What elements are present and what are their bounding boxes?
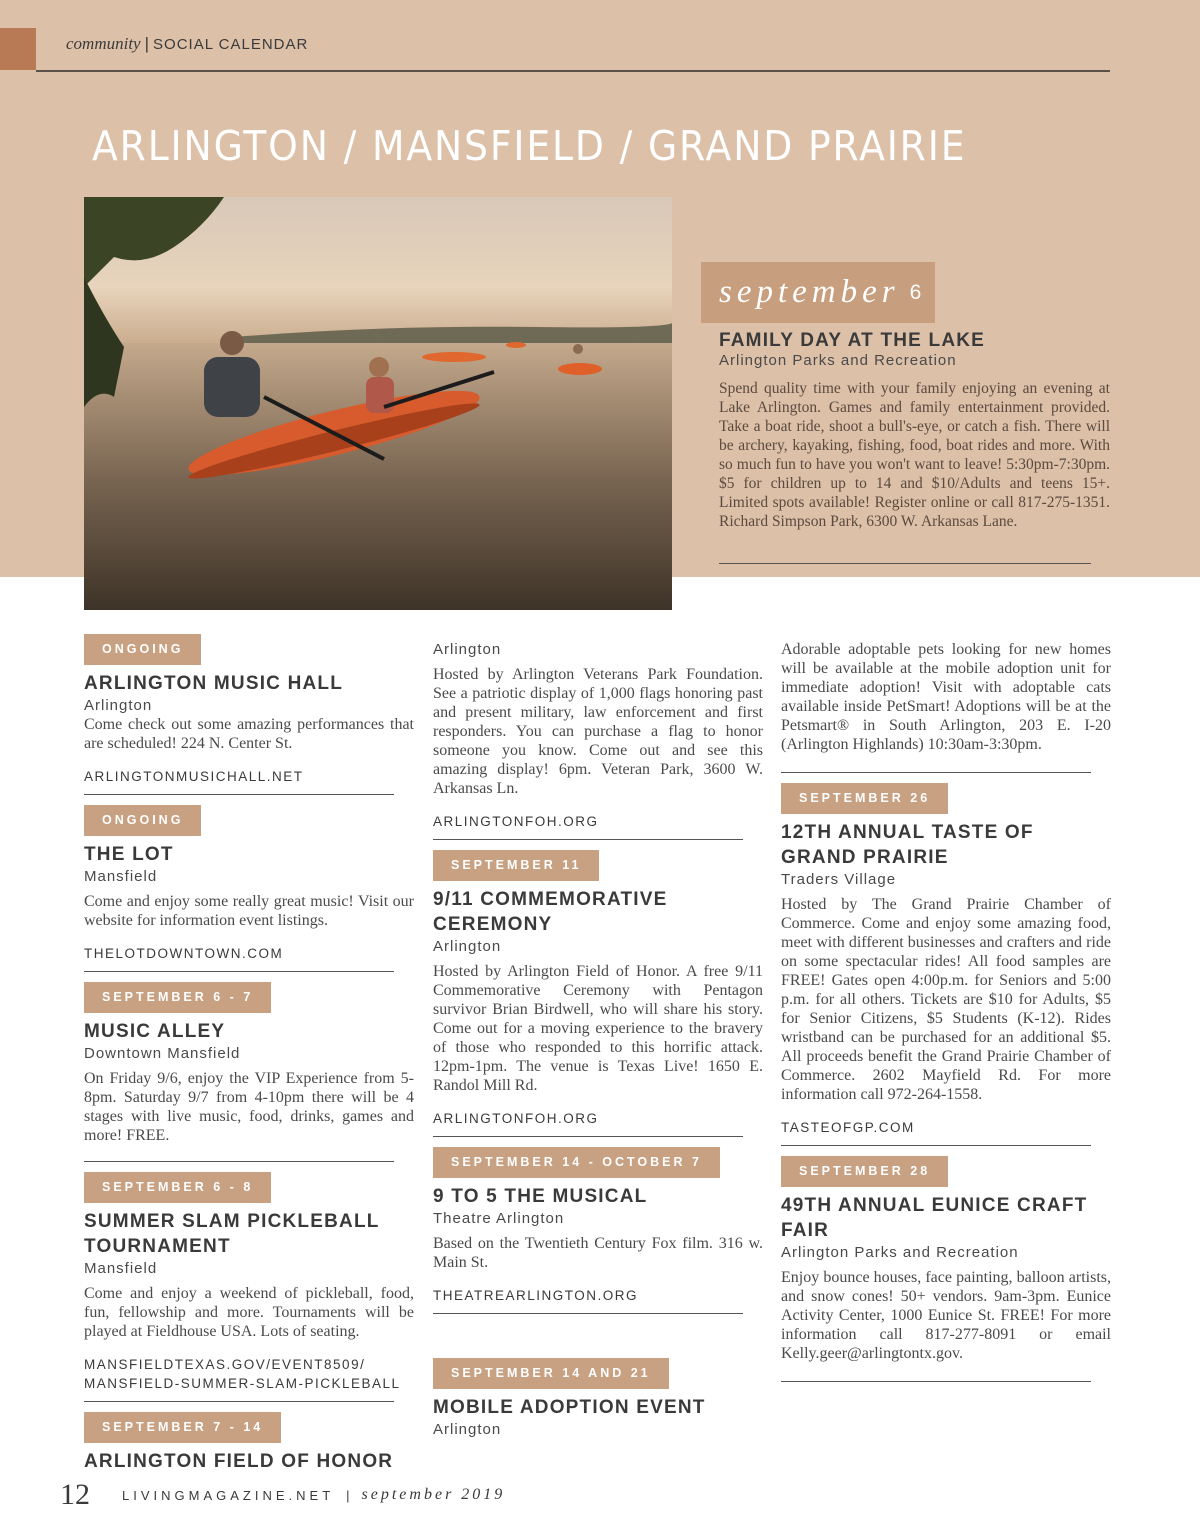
event-venue: Arlington Parks and Recreation [781,1244,1019,1261]
event-venue: Arlington [433,938,502,955]
corner-tab [0,28,36,70]
event-description: Hosted by The Grand Prairie Chamber of Commerce. Come and enjoy some amazing food, meet with different businesses and crafters and ride on some spectacular rides! All food samples are FREE! Gates open 4:00p.m. for Seniors and 5:00 p.m. for all others. Tickets are $10 for Adults, $5 for Senior Citizens, $5 Students (K-12). Rides wristband can be purchased for an additional $5. All proceeds benefit the Grand Prairie Chamber of Commerce. 2602 Mayfield Rd. For more information call 972-264-1558. [781,896,1111,1103]
event-url[interactable]: ARLINGTONFOH.ORG [433,1111,599,1126]
event-title: SUMMER SLAM PICKLEBALL TOURNAMENT [84,1211,380,1257]
event-divider [433,1136,743,1137]
header-separator: | [144,34,150,53]
section-header [66,34,308,54]
event-description: Come and enjoy some really great music! Visit our website for information event listings. [84,893,414,929]
event-venue: Arlington [84,697,153,714]
issue-date: september 2019 [361,1486,506,1503]
event-url[interactable]: ARLINGTONMUSICHALL.NET [84,769,304,784]
kayak-photo [84,197,672,610]
event-divider [781,1145,1091,1146]
event-url[interactable]: ARLINGTONFOH.ORG [433,814,599,829]
page-title: ARLINGTON / MANSFIELD / GRAND PRAIRIE [92,122,967,170]
feature-event [719,330,1110,531]
event-title: ARLINGTON MUSIC HALL [84,673,344,694]
event-venue: Arlington [433,1421,502,1438]
event-description: Based on the Twentieth Century Fox film. 316 w. Main St. [433,1235,763,1271]
event-description: Come and enjoy a weekend of pickleball, food, fun, fellowship and more. Tournaments will be played at Fieldhouse USA. Lots of seating. [84,1285,414,1340]
page-number: 12 [60,1478,90,1511]
event-the-lot [84,805,414,972]
event-title: ARLINGTON FIELD OF HONOR [84,1451,394,1472]
site-name[interactable]: LIVINGMAGAZINE.NET [122,1487,335,1503]
event-divider [84,1401,394,1402]
event-summer-slam [84,1172,414,1402]
event-music-alley [84,982,414,1162]
feature-rule [719,563,1091,564]
event-description: Adorable adoptable pets looking for new homes will be available at the mobile adoption unit for immediate adoption! Visit with adoptable cats available inside PetSmart! Adoptions will be at the Petsmart® in South Arlington, 203 E. I-20 (Arlington Highlands) 10:30am-3:30pm. [781,641,1111,753]
event-911-ceremony [433,850,763,1137]
section-name: community [66,34,141,53]
event-title: 9 TO 5 THE MUSICAL [433,1186,648,1207]
event-title: 49TH ANNUAL EUNICE CRAFT FAIR [781,1195,1088,1241]
event-date-tag: SEPTEMBER 14 AND 21 [433,1358,669,1389]
event-venue: Mansfield [84,1260,158,1277]
events-column-1 [84,634,414,1474]
event-9-to-5 [433,1147,763,1314]
feature-title: FAMILY DAY AT THE LAKE [719,330,986,351]
event-title: 9/11 COMMEMORATIVE CEREMONY [433,889,668,935]
event-divider [781,1381,1091,1382]
event-date-tag: SEPTEMBER 11 [433,850,599,881]
feature-month: september [719,274,900,310]
event-title: MOBILE ADOPTION EVENT [433,1397,706,1418]
event-venue: Arlington [433,641,502,658]
event-divider [781,772,1091,773]
page-footer [60,1478,505,1512]
events-column-2 [433,634,763,1439]
event-title: THE LOT [84,844,174,865]
feature-description: Spend quality time with your family enjoying an evening at Lake Arlington. Games and family entertainment provided. Take a boat ride, shoot a bull's-eye, or catch a fish. There will be archery, kayaking, fishing, food, boat rides and more. With so much fun to have you won't want to leave! 5:30pm-7:30pm. $5 for children up to 14 and $10/Adults and teens 15+. Limited spots available! Register online or call 817-275-1351. Richard Simpson Park, 6300 W. Arkansas Lane. [719,380,1110,530]
feature-venue: Arlington Parks and Recreation [719,352,957,369]
event-title: 12TH ANNUAL TASTE OF GRAND PRAIRIE [781,822,1034,868]
event-description: Hosted by Arlington Field of Honor. A free 9/11 Commemorative Ceremony with Pentagon survivor Brian Birdwell, who will share his story. Come out for a moving experience to the bravery of those who responded to this horrific attack. 12pm-1pm. The venue is Texas Live! 1650 E. Randol Mill Rd. [433,963,763,1094]
event-divider [84,1161,394,1162]
event-divider [84,794,394,795]
event-field-of-honor-cont [433,640,763,840]
event-date-tag: ONGOING [84,634,201,665]
event-date-tag: SEPTEMBER 7 - 14 [84,1412,281,1443]
event-title: MUSIC ALLEY [84,1021,226,1042]
calendar-label: SOCIAL CALENDAR [153,36,309,53]
event-venue: Mansfield [84,868,158,885]
feature-date-tag [701,262,935,323]
header-rule [36,70,1110,72]
event-description: On Friday 9/6, enjoy the VIP Experience from 5-8pm. Saturday 9/7 from 4-10pm there will be 4 stages with live music, food, drinks, games and more! FREE. [84,1070,414,1144]
event-divider [433,1313,743,1314]
event-date-tag: SEPTEMBER 28 [781,1156,948,1187]
event-date-tag: SEPTEMBER 6 - 7 [84,982,271,1013]
event-date-tag: SEPTEMBER 26 [781,783,948,814]
event-date-tag: SEPTEMBER 6 - 8 [84,1172,271,1203]
event-field-of-honor [84,1412,414,1474]
event-venue: Theatre Arlington [433,1210,565,1227]
event-divider [433,839,743,840]
event-arlington-music-hall [84,634,414,795]
event-url[interactable]: MANSFIELDTEXAS.GOV/EVENT8509/ MANSFIELD-SUMMER-SLAM-PICKLEBALL [84,1357,401,1391]
event-date-tag: SEPTEMBER 14 - OCTOBER 7 [433,1147,720,1178]
event-description: Hosted by Arlington Veterans Park Foundation. See a patriotic display of 1,000 flags honoring past and present military, law enforcement and first responders. You can purchase a flag to honor someone you know. Come out and see this amazing display! 6pm. Veteran Park, 3600 W. Arkansas Ln. [433,666,763,797]
event-url[interactable]: THEATREARLINGTON.ORG [433,1288,639,1303]
event-divider [84,971,394,972]
event-taste-of-gp [781,783,1111,1146]
event-venue: Traders Village [781,871,897,888]
feature-day: 6 [909,280,922,304]
event-venue: Downtown Mansfield [84,1045,241,1062]
footer-separator: | [346,1487,350,1503]
events-column-3 [781,634,1111,1382]
event-mobile-adoption-cont [781,640,1111,773]
event-description: Enjoy bounce houses, face painting, balloon artists, and snow cones! 50+ vendors. 9am-3pm. Eunice Activity Center, 1000 Eunice St. FREE! For more information call 817-277-8091 or email Kelly.geer@arlingtontx.gov. [781,1269,1111,1362]
event-url[interactable]: TASTEOFGP.COM [781,1120,915,1135]
event-eunice-craft-fair [781,1156,1111,1382]
event-mobile-adoption [433,1358,763,1439]
event-url[interactable]: THELOTDOWNTOWN.COM [84,946,284,961]
event-description: Come check out some amazing performances that are scheduled! 224 N. Center St. [84,716,414,752]
event-date-tag: ONGOING [84,805,201,836]
